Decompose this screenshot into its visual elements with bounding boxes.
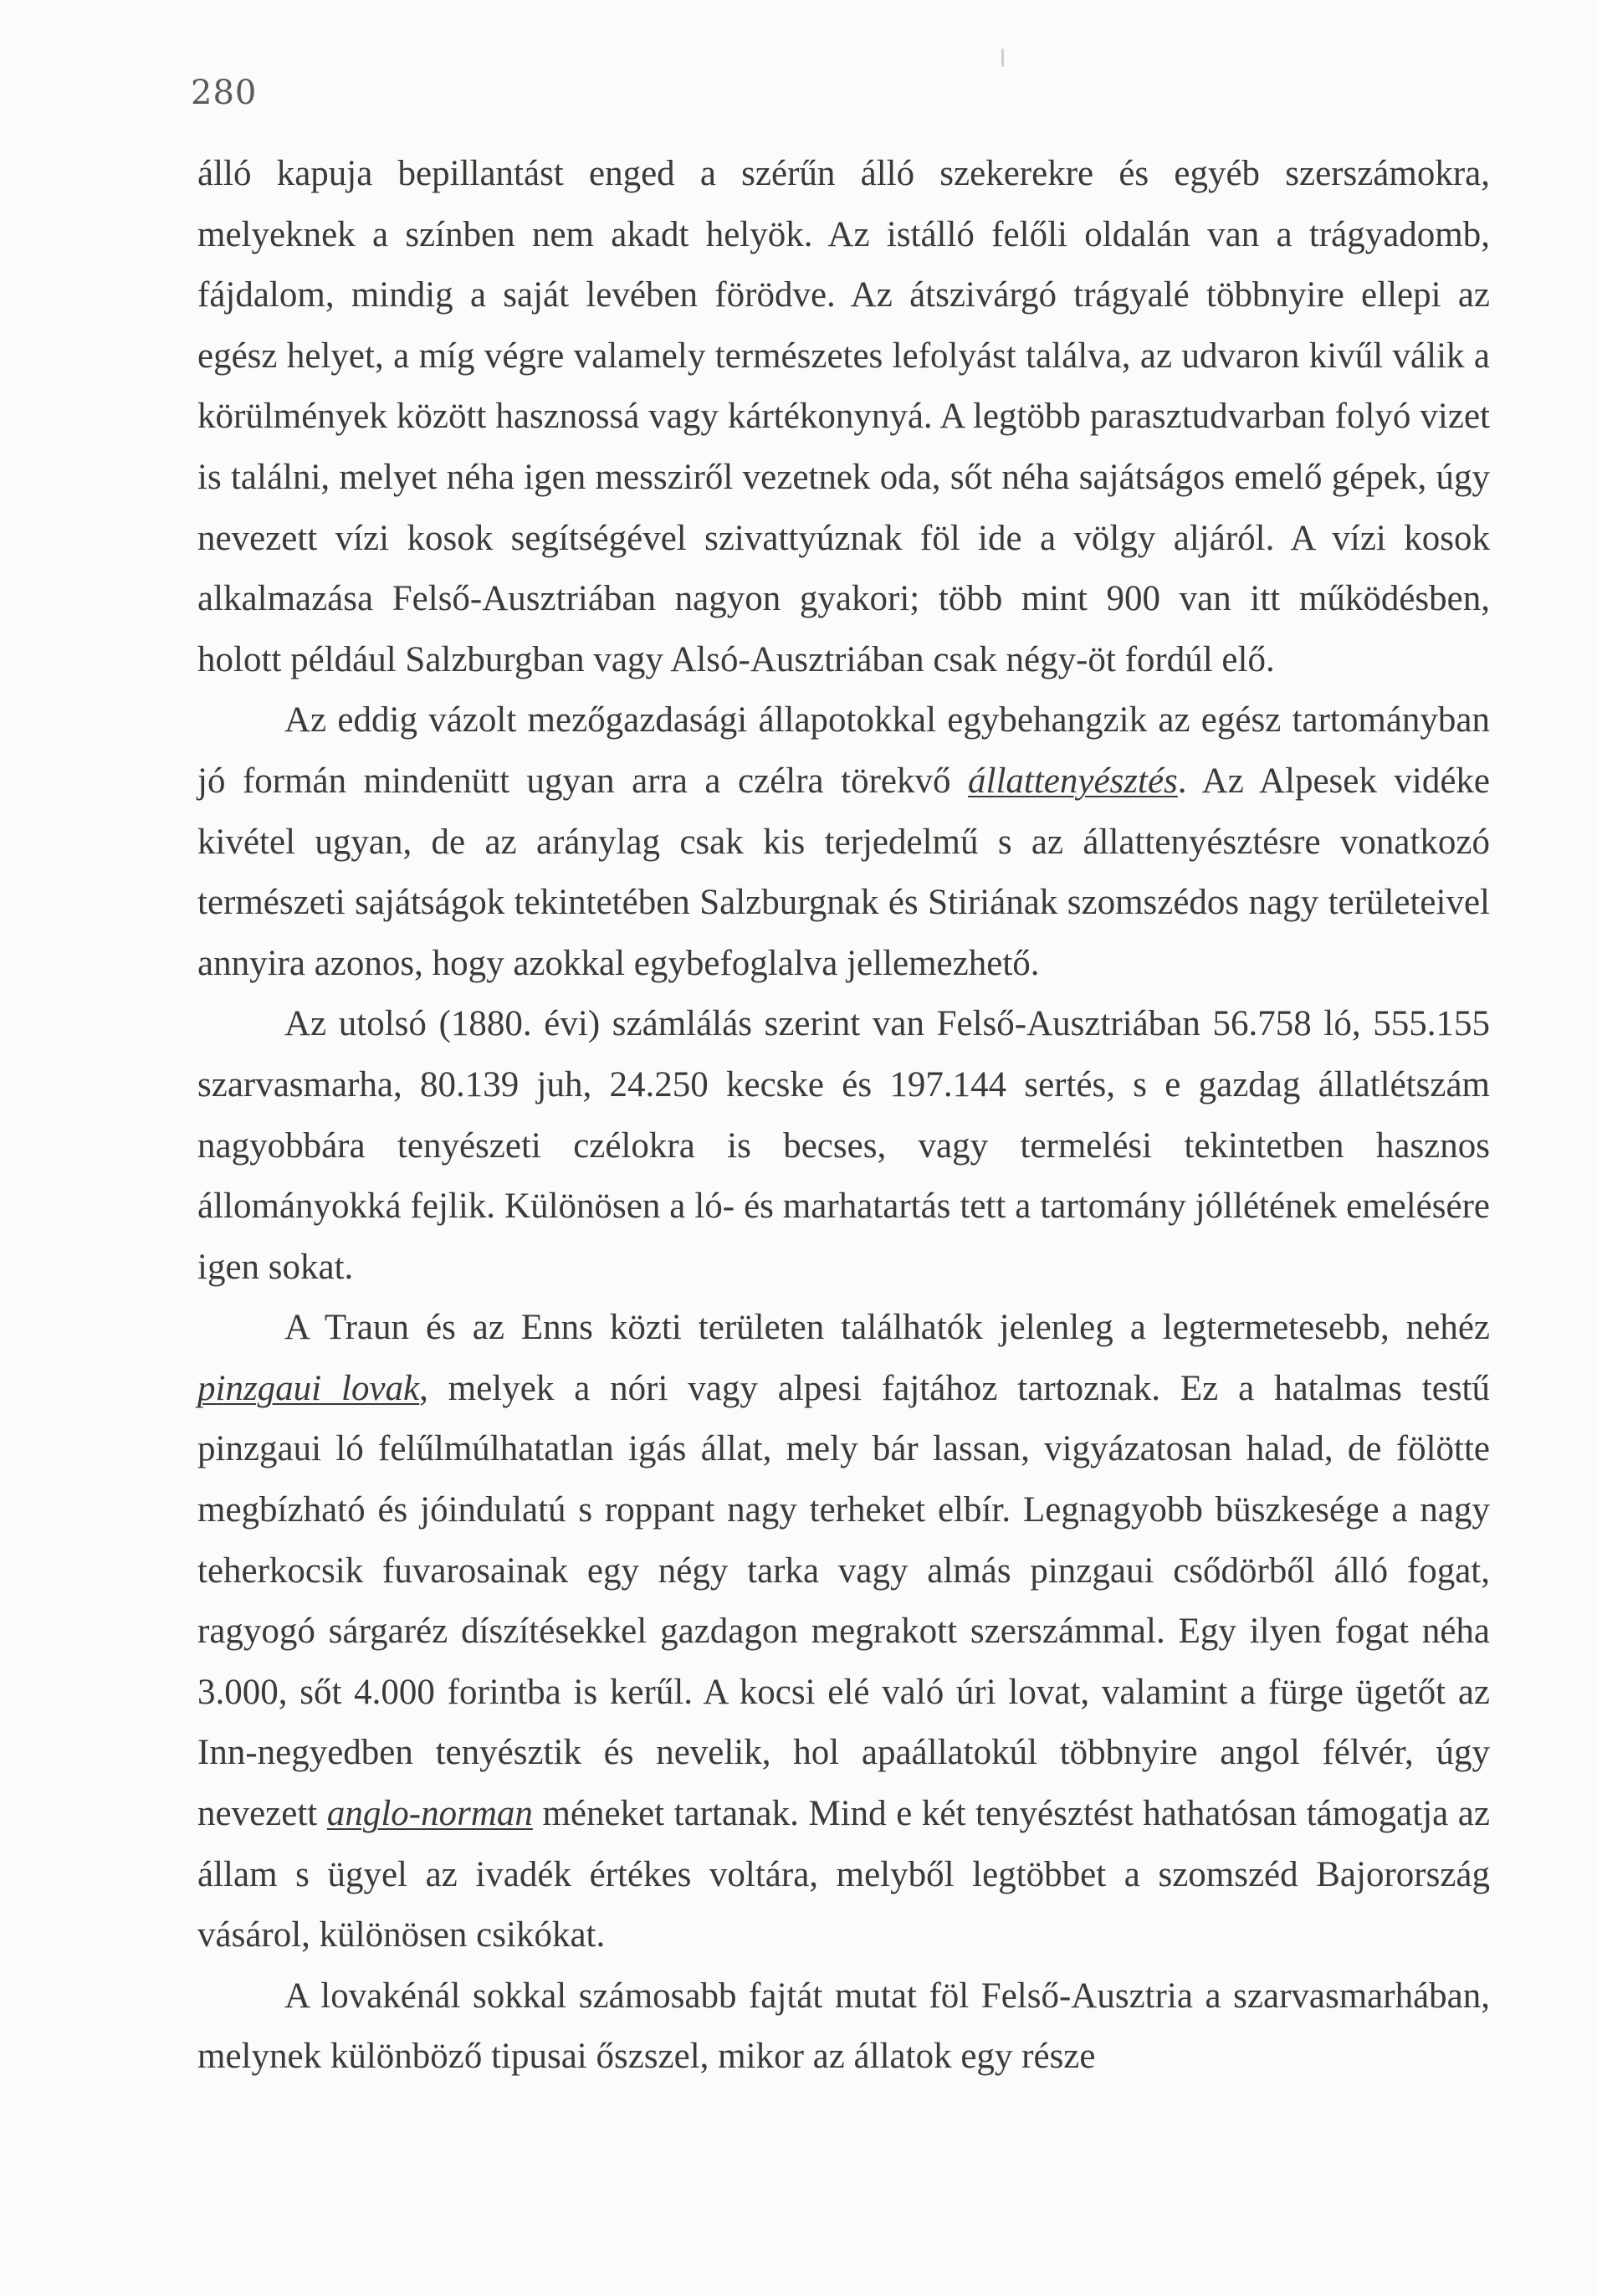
paragraph-text: , melyek a nóri vagy alpesi fajtához tartoznak. Ez a hatalmas testű pinzgaui ló felűlmúlhatatlan igás állat, mely bár lassan, vigyázatosan halad, de fölötte megbízható és jóindulatú s roppant nagy terheket elbír. Legnagyobb büszkesége a nagy teherkocsik fuvarosainak egy négy tarka vagy almás pinzgaui csődörből álló fogat, ragyogó sárgaréz díszítésekkel gazdagon megrakott szerszámmal. Egy ilyen fogat néha 3.000, sőt 4.000 forintba is kerűl. A kocsi elé való úri lovat, valamint a fürge ügetőt az Inn-negyedben tenyésztik és nevelik, hol apaállatokúl többnyire angol félvér, úgy nevezett: [197, 1368, 1490, 1834]
paragraph-cattle: [197, 1966, 1490, 2088]
paragraph-farmyard: [197, 144, 1490, 690]
paragraph-text: méneket tartanak. Mind e két tenyésztést hathatósan támogatja az állam s ügyel az ivadék értékes voltára, melyből legtöbbet a szomszéd Bajorország vásárol, különösen csikókat.: [197, 1794, 1490, 1955]
paragraph-text: álló kapuja bepillantást enged a szérűn álló szekerekre és egyéb szerszámokra, melyeknek a színben nem akadt helyök. Az istálló felőli oldalán van a trágyadomb, fájdalom, mindig a saját levében förödve. Az átszivárgó trágyalé többnyire ellepi az egész helyet, a míg végre valamely természetes lefolyást találva, az udvaron kivűl válik a körülmények között hasznossá vagy kártékonynyá. A legtöbb parasztudvarban folyó vizet is találni, melyet néha igen messziről vezetnek oda, sőt néha sajátságos emelő gépek, úgy nevezett vízi kosok segítségével szivattyúznak föl ide a völgy aljáról. A vízi kosok alkalmazása Felső-Ausztriában nagyon gyakori; több mint 900 van itt működésben, holott például Salzburgban vagy Alsó-Ausztriában csak négy-öt fordúl elő.: [197, 154, 1490, 679]
emphasis-term: pinzgaui lovak: [197, 1368, 420, 1408]
body-text: [197, 144, 1490, 2088]
emphasis-term: anglo-norman: [326, 1794, 533, 1834]
paragraph-text: A lovakénál sokkal számosabb fajtát mutat föl Felső-Ausztria a szarvasmarhában, melynek különböző tipusai őszszel, mikor az állatok egy része: [197, 1976, 1490, 2077]
page-number: 280: [191, 74, 258, 112]
paragraph-animal-husbandry: [197, 690, 1490, 994]
emphasis-term: állattenyésztés: [968, 761, 1178, 801]
paragraph-text: Az eddig vázolt mezőgazdasági állapotokkal egybehangzik az egész tartományban jó formán mindenütt ugyan arra a czélra törekvő: [197, 700, 1490, 801]
paragraph-text: A Traun és az Enns közti területen találhatók jelenleg a legtermetesebb, nehéz: [284, 1308, 1490, 1348]
print-speck: [1001, 49, 1004, 67]
paragraph-census: [197, 994, 1490, 1298]
paragraph-horses: [197, 1298, 1490, 1966]
paragraph-text: . Az Alpesek vidéke kivétel ugyan, de az aránylag csak kis terjedelmű s az állattenyésztésre vonatkozó természeti sajátságok tekintetében Salzburgnak és Stiriának szomszédos nagy területeivel annyira azonos, hogy azokkal egybefoglalva jellemezhető.: [197, 761, 1490, 983]
paragraph-text: Az utolsó (1880. évi) számlálás szerint van Felső-Ausztriában 56.758 ló, 555.155 szarvasmarha, 80.139 juh, 24.250 kecske és 197.144 sertés, s e gazdag állatlétszám nagyobbára tenyészeti czélokra is becses, vagy termelési tekintetben hasznos állományokká fejlik. Különösen a ló- és marhatartás tett a tartomány jóllétének emelésére igen sokat.: [197, 1004, 1490, 1287]
